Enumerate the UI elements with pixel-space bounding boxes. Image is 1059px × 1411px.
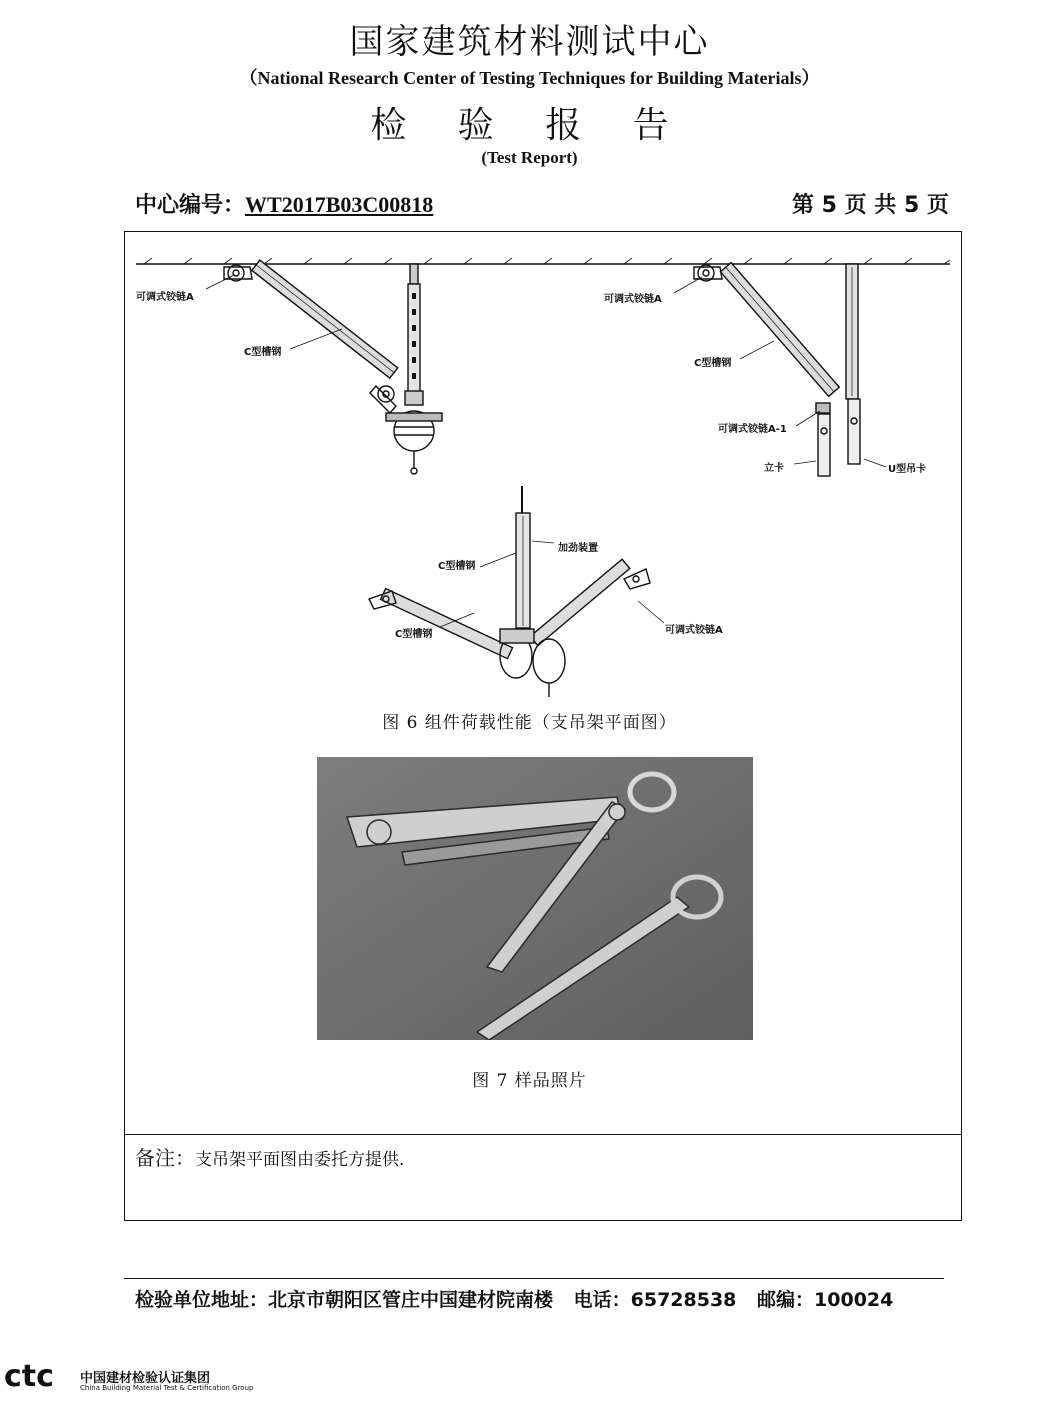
footer-address: 检验单位地址：北京市朝阳区管庄中国建材院南楼 <box>135 1289 554 1311</box>
remark-label: 备注： <box>135 1146 195 1170</box>
label-u-clamp: U型吊卡 <box>888 464 927 475</box>
logo-name-cn: 中国建材检验认证集团 <box>80 1371 211 1386</box>
sample-photo <box>317 757 753 1040</box>
figure6-caption: 图 6 组件荷载性能（支吊架平面图） <box>382 713 677 733</box>
label-c-channel-mid1: C型槽钢 <box>438 561 476 572</box>
figure7-caption: 图 7 样品照片 <box>472 1071 587 1091</box>
figure6-drawing <box>124 231 962 711</box>
center-number <box>135 188 433 219</box>
org-title-en: （National Research Center of Testing Techniques for Building Materials） <box>239 68 820 88</box>
label-c-channel-left: C型槽钢 <box>244 347 282 358</box>
remark-text: 支吊架平面图由委托方提供. <box>195 1150 405 1170</box>
ctc-logo-icon <box>2 1360 78 1392</box>
footer-postcode: 邮编：100024 <box>757 1289 894 1311</box>
logo-mark: ctc <box>4 1360 54 1392</box>
page-info: 第 5 页 共 5 页 <box>792 193 949 218</box>
label-hinge-a-mid: 可调式铰链A <box>665 625 723 636</box>
label-stiffener: 加劲装置 <box>558 543 598 554</box>
footer <box>135 1285 907 1312</box>
footer-phone: 电话：65728538 <box>573 1289 737 1311</box>
label-hinge-a-left: 可调式铰链A <box>136 292 194 303</box>
label-c-channel-right: C型槽钢 <box>694 358 732 369</box>
footer-divider <box>124 1278 944 1279</box>
remark-divider <box>124 1134 962 1135</box>
center-number-label: 中心编号： <box>135 193 246 218</box>
label-hinge-a1: 可调式铰链A-1 <box>718 424 787 435</box>
org-title-cn: 国家建筑材料测试中心 <box>349 22 710 62</box>
remark <box>135 1142 404 1171</box>
report-title-en: (Test Report) <box>481 148 578 167</box>
label-c-channel-mid2: C型槽钢 <box>395 629 433 640</box>
label-hinge-a-right: 可调式铰链A <box>604 294 662 305</box>
logo-name-en: China Building Material Test & Certification Group <box>80 1384 254 1392</box>
center-number-value: WT2017B03C00818 <box>245 192 434 217</box>
report-title-cn: 检 验 报 告 <box>370 105 689 146</box>
label-vertical-clamp: 立卡 <box>764 463 784 474</box>
